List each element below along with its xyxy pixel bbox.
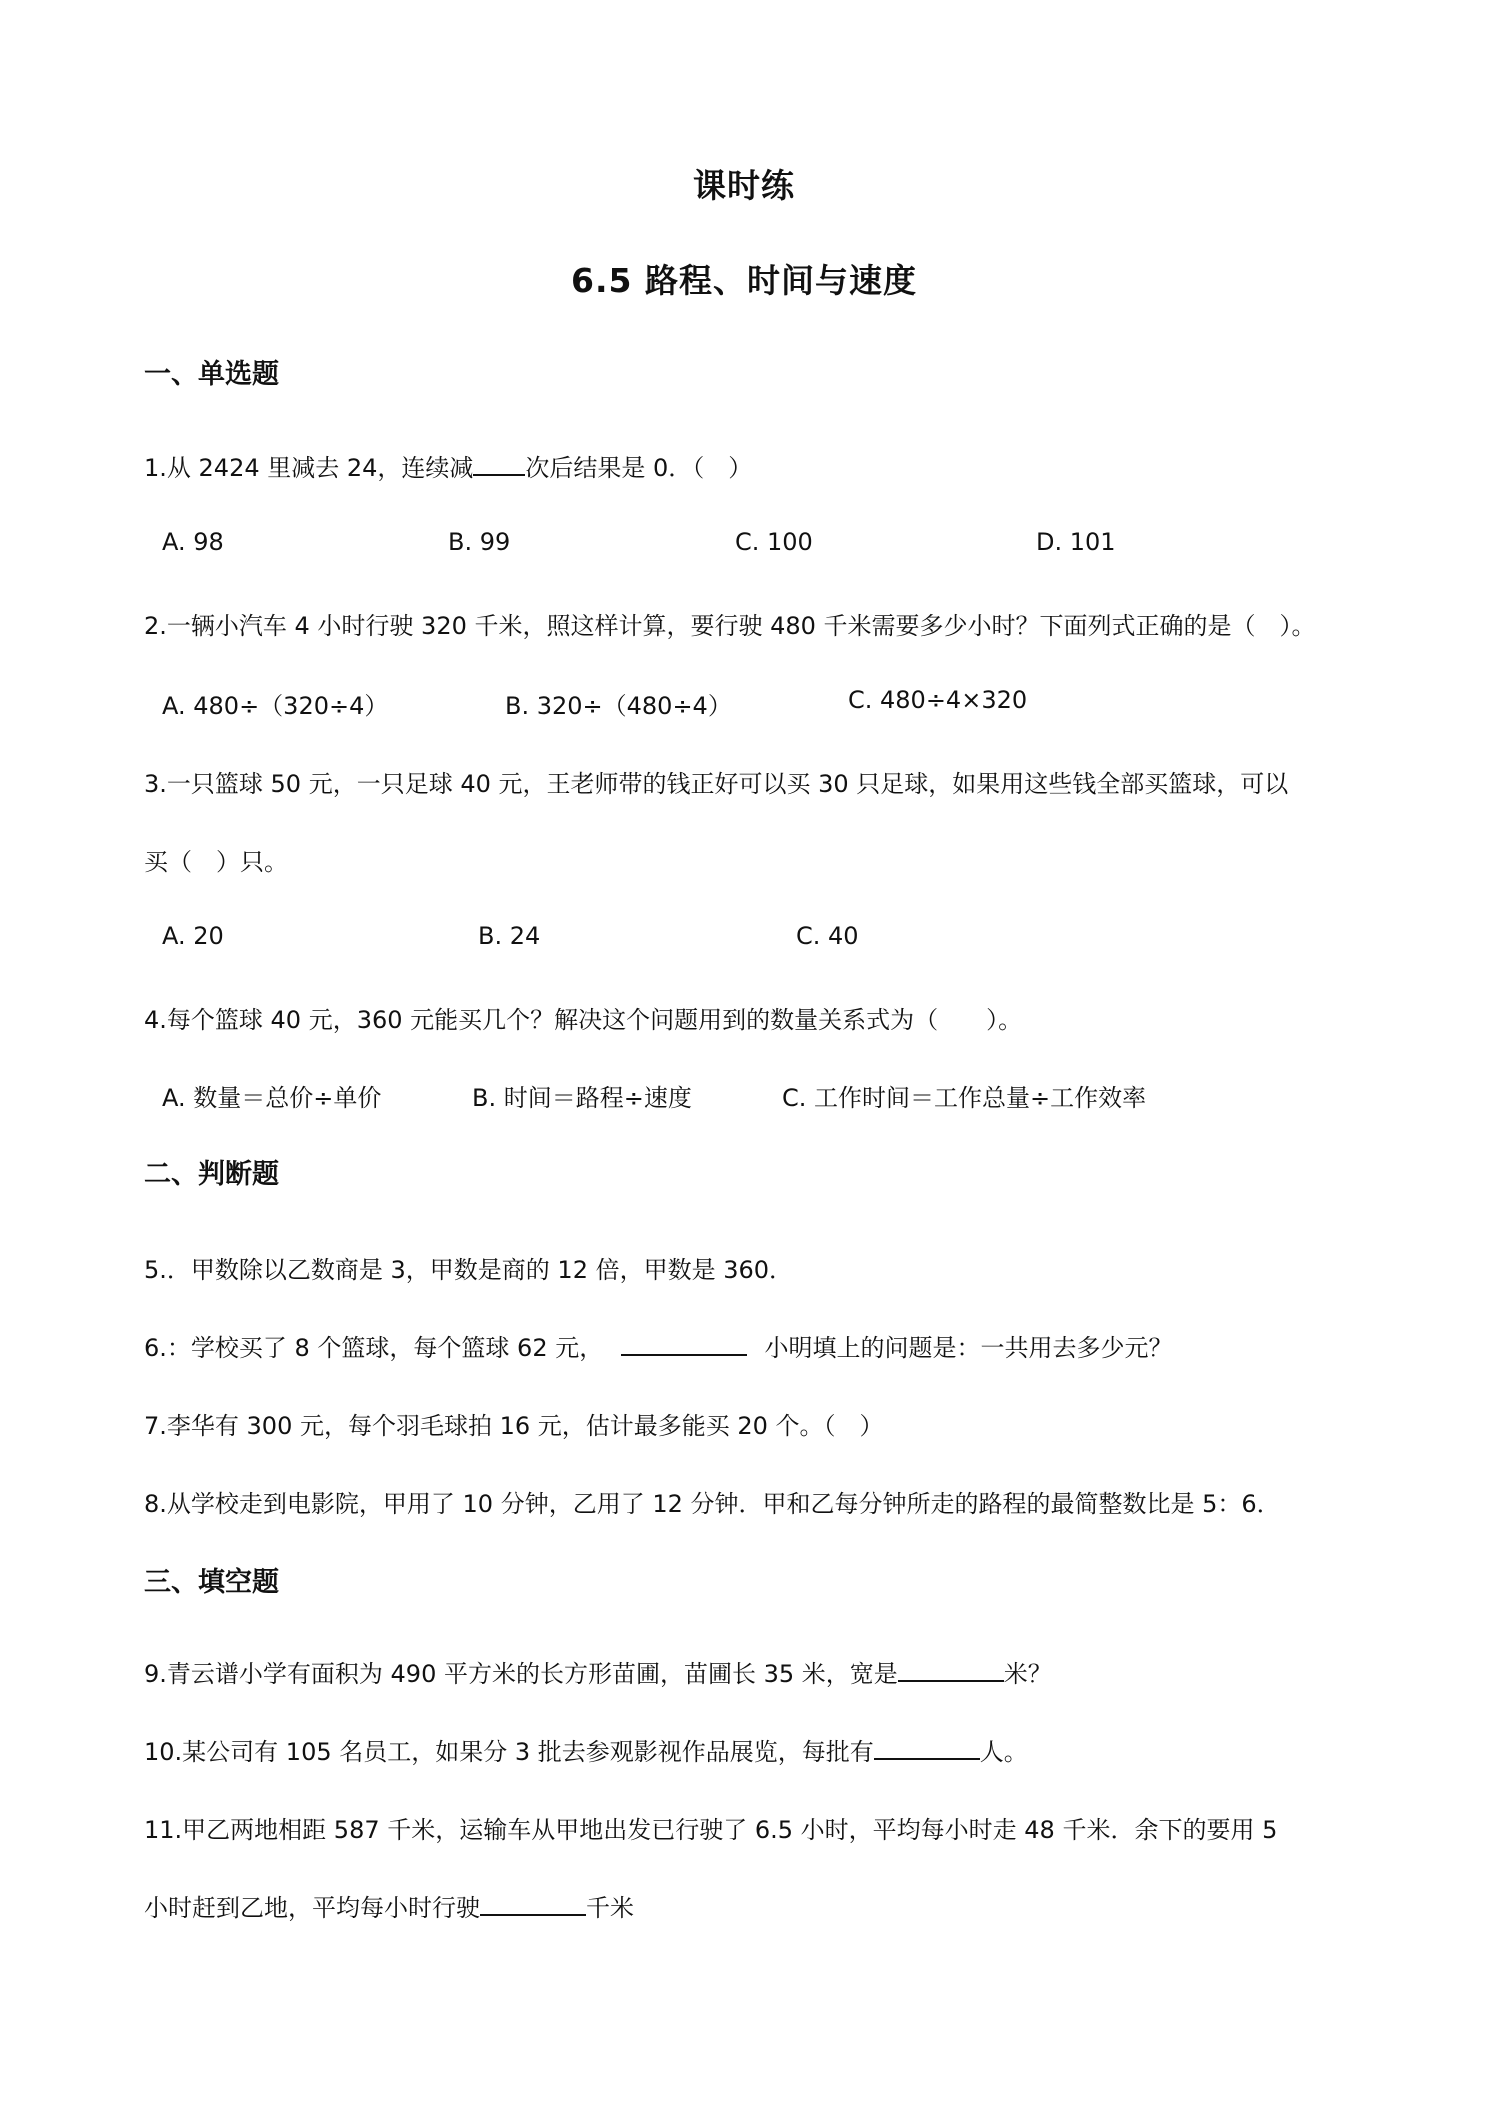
question-2: 2.一辆小汽车 4 小时行驶 320 千米，照这样计算，要行驶 480 千米需要多少小时？下面列式正确的是（ ）。 [144, 612, 1316, 640]
question-11-text-post: 千米 [586, 1894, 634, 1922]
question-1-blank [473, 452, 525, 476]
question-9 [144, 1654, 1052, 1689]
question-4-option-c[interactable]: C. 工作时间＝工作总量÷工作效率 [782, 1084, 1147, 1112]
question-9-text-post: 米？ [1003, 1660, 1052, 1688]
section-heading-fill-blank: 三、填空题 [144, 1567, 279, 1598]
question-4-option-b[interactable]: B. 时间＝路程÷速度 [472, 1084, 692, 1112]
question-11-blank[interactable] [480, 1892, 586, 1916]
question-3-option-c[interactable]: C. 40 [796, 922, 859, 950]
section-heading-true-false: 二、判断题 [144, 1159, 279, 1190]
question-1-option-b[interactable]: B. 99 [448, 528, 511, 556]
question-3-option-a[interactable]: A. 20 [162, 922, 224, 950]
question-6-text-post: 小明填上的问题是：一共用去多少元？ [764, 1334, 1173, 1362]
question-9-blank[interactable] [898, 1658, 1004, 1682]
question-3-option-b[interactable]: B. 24 [478, 922, 541, 950]
question-1-option-a[interactable]: A. 98 [162, 528, 224, 556]
question-6-blank [621, 1332, 747, 1356]
question-1-option-d[interactable]: D. 101 [1036, 528, 1116, 556]
question-10-blank[interactable] [874, 1736, 980, 1760]
question-8: 8.从学校走到电影院，甲用了 10 分钟，乙用了 12 分钟．甲和乙每分钟所走的路程的最简整数比是 5：6． [144, 1490, 1281, 1518]
page-title: 课时练 [693, 166, 795, 205]
question-4-option-a[interactable]: A. 数量＝总价÷单价 [162, 1084, 382, 1112]
lesson-subtitle: 6.5 路程、时间与速度 [571, 261, 917, 300]
question-1-option-c[interactable]: C. 100 [735, 528, 813, 556]
question-2-option-b[interactable]: B. 320÷（480÷4） [505, 692, 732, 720]
question-4: 4.每个篮球 40 元，360 元能买几个？解决这个问题用到的数量关系式为（ ）。 [144, 1006, 1023, 1034]
question-3-line-1: 3.一只篮球 50 元，一只足球 40 元，王老师带的钱正好可以买 30 只足球，如果用这些钱全部买篮球，可以 [144, 770, 1289, 798]
question-2-option-a[interactable]: A. 480÷（320÷4） [162, 692, 389, 720]
question-1 [144, 448, 752, 483]
question-6-text-pre: 6.：学校买了 8 个篮球，每个篮球 62 元， [144, 1334, 604, 1362]
question-2-option-c[interactable]: C. 480÷4×320 [848, 686, 1028, 714]
question-10-text-post: 人。 [979, 1738, 1028, 1766]
question-6 [144, 1328, 1173, 1363]
question-10-text-pre: 10.某公司有 105 名员工，如果分 3 批去参观影视作品展览，每批有 [144, 1738, 874, 1766]
question-11-line-2 [144, 1888, 634, 1923]
question-1-text-pre: 1.从 2424 里减去 24，连续减 [144, 454, 474, 482]
question-11-line-1: 11.甲乙两地相距 587 千米，运输车从甲地出发已行驶了 6.5 小时，平均每小时走 48 千米．余下的要用 5 [144, 1816, 1278, 1844]
question-5: 5.．甲数除以乙数商是 3，甲数是商的 12 倍，甲数是 360． [144, 1256, 794, 1284]
section-heading-single-choice: 一、单选题 [144, 359, 279, 390]
question-7: 7.李华有 300 元，每个羽毛球拍 16 元，估计最多能买 20 个。（ ） [144, 1412, 884, 1440]
question-1-text-post: 次后结果是 0．（ ） [525, 454, 753, 482]
question-9-text-pre: 9.青云谱小学有面积为 490 平方米的长方形苗圃，苗圃长 35 米，宽是 [144, 1660, 898, 1688]
question-10 [144, 1732, 1028, 1767]
question-3-line-2: 买（ ）只。 [144, 848, 288, 876]
question-11-text-pre: 小时赶到乙地，平均每小时行驶 [144, 1894, 480, 1922]
